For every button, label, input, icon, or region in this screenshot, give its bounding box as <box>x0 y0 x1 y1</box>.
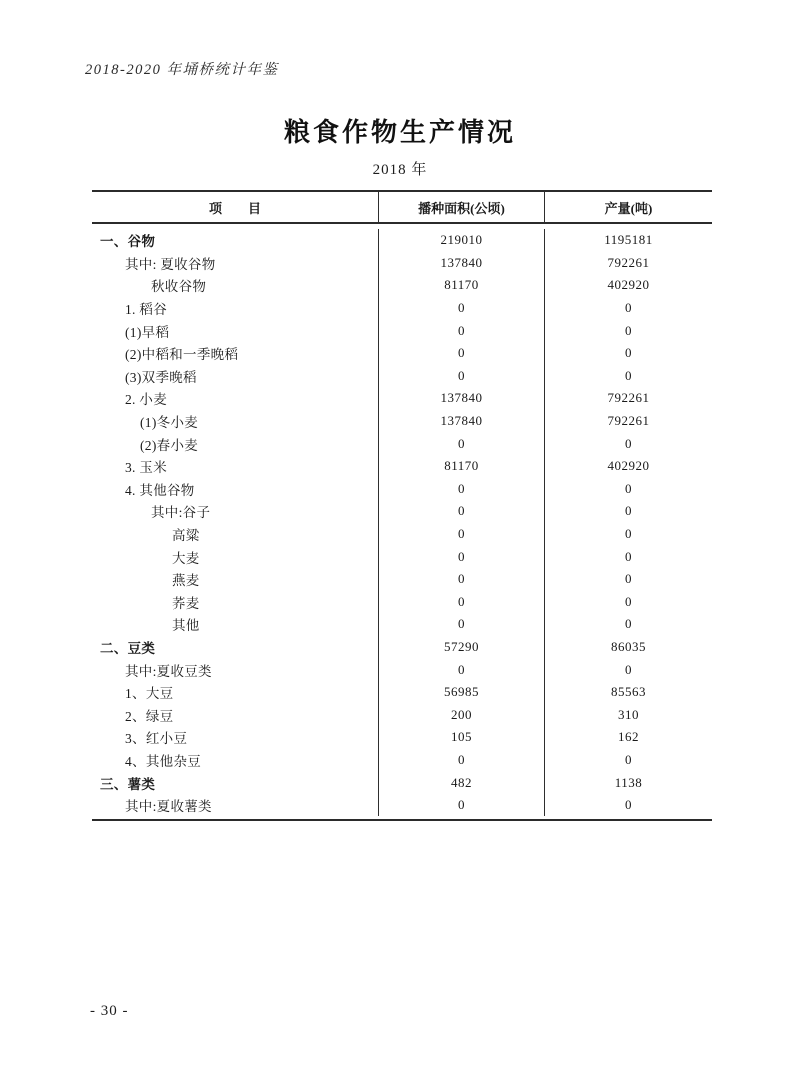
table-body <box>92 224 712 819</box>
item-cell: (2)春小麦 <box>92 432 379 455</box>
output-cell: 162 <box>618 729 639 745</box>
output-cell: 0 <box>625 661 632 677</box>
sown-area-cell: 0 <box>379 658 545 681</box>
item-cell: (3)双季晚稻 <box>92 365 379 388</box>
sown-area-cell: 0 <box>379 297 545 320</box>
table-row <box>92 387 712 410</box>
table-row <box>92 319 712 342</box>
table-row <box>92 478 712 501</box>
item-cell: 二、豆类 <box>92 636 379 659</box>
output-cell: 85563 <box>611 684 646 700</box>
item-cell: (1)冬小麦 <box>92 410 379 433</box>
output-cell: 792261 <box>607 413 650 429</box>
table-row <box>92 749 712 772</box>
sown-area-cell: 200 <box>379 703 545 726</box>
item-cell: 3. 玉米 <box>92 455 379 478</box>
item-cell: 其中:谷子 <box>92 500 379 523</box>
column-header-sown-area: 播种面积(公顷) <box>379 192 545 222</box>
item-cell: 荞麦 <box>92 591 379 614</box>
column-header-output: 产量(吨) <box>604 200 653 216</box>
item-cell: 一、谷物 <box>92 229 379 252</box>
item-cell: 2. 小麦 <box>92 387 379 410</box>
item-cell: 秋收谷物 <box>92 274 379 297</box>
table-row <box>92 523 712 546</box>
output-cell: 0 <box>625 616 632 632</box>
sown-area-cell: 0 <box>379 613 545 636</box>
sown-area-cell: 0 <box>379 545 545 568</box>
column-header-item: 项 目 <box>92 192 379 222</box>
item-cell: 1. 稻谷 <box>92 297 379 320</box>
item-cell: (2)中稻和一季晚稻 <box>92 342 379 365</box>
sown-area-cell: 137840 <box>379 410 545 433</box>
table-row <box>92 658 712 681</box>
output-cell: 1195181 <box>604 232 653 248</box>
output-cell: 0 <box>625 367 632 383</box>
sown-area-cell: 0 <box>379 432 545 455</box>
sown-area-cell: 0 <box>379 342 545 365</box>
output-cell: 0 <box>625 751 632 767</box>
table-row <box>92 636 712 659</box>
yearbook-edition-header: 2018-2020 年埇桥统计年鉴 <box>85 62 279 78</box>
sown-area-cell: 81170 <box>379 274 545 297</box>
output-cell: 0 <box>625 548 632 564</box>
sown-area-cell: 105 <box>379 726 545 749</box>
table-row <box>92 252 712 275</box>
item-cell: 1、大豆 <box>92 681 379 704</box>
item-cell: 2、绿豆 <box>92 703 379 726</box>
sown-area-cell: 0 <box>379 319 545 342</box>
table-row <box>92 771 712 794</box>
table-row <box>92 703 712 726</box>
item-cell: 燕麦 <box>92 568 379 591</box>
sown-area-cell: 0 <box>379 591 545 614</box>
table-row <box>92 410 712 433</box>
output-cell: 402920 <box>607 458 650 474</box>
table-row <box>92 297 712 320</box>
item-cell: 其中:夏收薯类 <box>92 794 379 817</box>
sown-area-cell: 0 <box>379 568 545 591</box>
output-cell: 310 <box>618 706 639 722</box>
item-cell: 4. 其他谷物 <box>92 478 379 501</box>
table-row <box>92 568 712 591</box>
table-row <box>92 794 712 817</box>
sown-area-cell: 137840 <box>379 387 545 410</box>
item-cell: 三、薯类 <box>92 771 379 794</box>
table-row <box>92 365 712 388</box>
table-row <box>92 342 712 365</box>
table-header-row <box>92 192 712 224</box>
sown-area-cell: 57290 <box>379 636 545 659</box>
item-cell: (1)早稻 <box>92 319 379 342</box>
output-cell: 792261 <box>607 390 650 406</box>
table-row <box>92 681 712 704</box>
sown-area-cell: 0 <box>379 500 545 523</box>
output-cell: 0 <box>625 300 632 316</box>
table-row <box>92 455 712 478</box>
table-row <box>92 613 712 636</box>
output-cell: 402920 <box>607 277 650 293</box>
output-cell: 0 <box>625 435 632 451</box>
crop-production-table <box>92 190 712 821</box>
item-cell: 其中: 夏收谷物 <box>92 252 379 275</box>
sown-area-cell: 81170 <box>379 455 545 478</box>
output-cell: 0 <box>625 345 632 361</box>
item-cell: 其他 <box>92 613 379 636</box>
output-cell: 792261 <box>607 254 650 270</box>
page-number: - 30 - <box>90 1003 129 1019</box>
output-cell: 0 <box>625 526 632 542</box>
item-cell: 其中:夏收豆类 <box>92 658 379 681</box>
sown-area-cell: 0 <box>379 365 545 388</box>
sown-area-cell: 482 <box>379 771 545 794</box>
sown-area-cell: 56985 <box>379 681 545 704</box>
table-row <box>92 274 712 297</box>
table-row <box>92 591 712 614</box>
sown-area-cell: 0 <box>379 749 545 772</box>
item-cell: 高粱 <box>92 523 379 546</box>
table-row <box>92 726 712 749</box>
table-row <box>92 500 712 523</box>
table-row <box>92 545 712 568</box>
sown-area-cell: 0 <box>379 478 545 501</box>
item-cell: 3、红小豆 <box>92 726 379 749</box>
item-cell: 大麦 <box>92 545 379 568</box>
output-cell: 0 <box>625 571 632 587</box>
sown-area-cell: 219010 <box>379 229 545 252</box>
sown-area-cell: 0 <box>379 794 545 817</box>
output-cell: 0 <box>625 480 632 496</box>
output-cell: 0 <box>625 593 632 609</box>
item-cell: 4、其他杂豆 <box>92 749 379 772</box>
output-cell: 1138 <box>614 774 643 790</box>
sown-area-cell: 0 <box>379 523 545 546</box>
sown-area-cell: 137840 <box>379 252 545 275</box>
output-cell: 86035 <box>611 638 646 654</box>
page-title: 粮食作物生产情况 <box>283 118 516 147</box>
table-row <box>92 432 712 455</box>
table-row <box>92 229 712 252</box>
output-cell: 0 <box>625 503 632 519</box>
output-cell: 0 <box>625 797 632 813</box>
output-cell: 0 <box>625 322 632 338</box>
page-subtitle-year: 2018 年 <box>372 162 428 178</box>
